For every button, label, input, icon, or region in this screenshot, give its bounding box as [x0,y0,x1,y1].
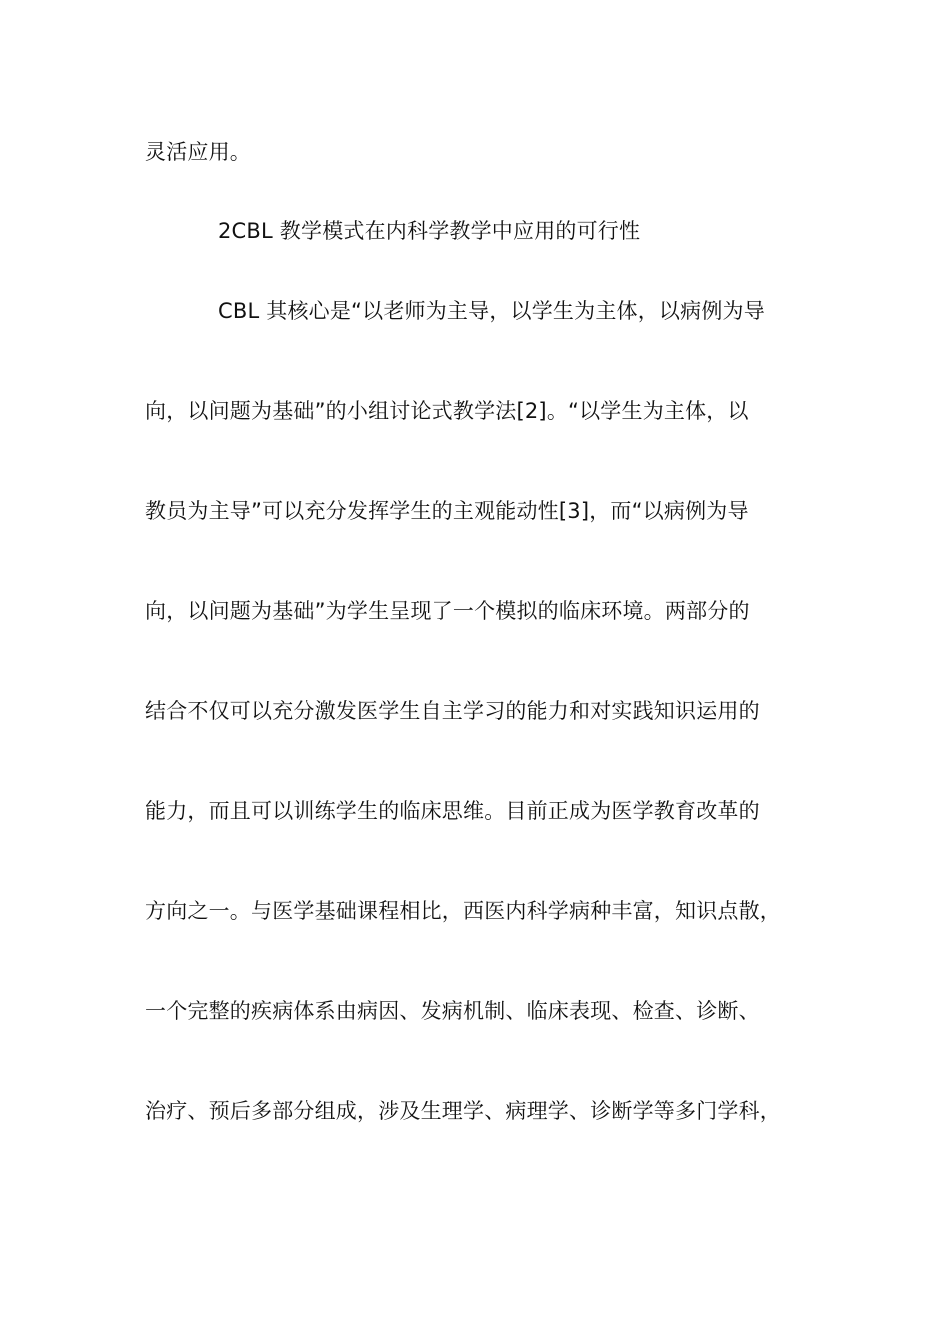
section-heading: 2CBL 教学模式在内科学教学中应用的可行性 [218,219,641,243]
paragraph-line: 能力，而且可以训练学生的临床思维。目前正成为医学教育改革的 [145,799,760,823]
paragraph-line: 一个完整的疾病体系由病因、发病机制、临床表现、检查、诊断、 [145,999,760,1023]
paragraph-line: 结合不仅可以充分激发医学生自主学习的能力和对实践知识运用的 [145,699,760,723]
paragraph-line: 教员为主导”可以充分发挥学生的主观能动性[3]，而“以病例为导 [145,499,749,523]
paragraph-line: 治疗、预后多部分组成，涉及生理学、病理学、诊断学等多门学科， [145,1099,781,1123]
paragraph-line: 方向之一。与医学基础课程相比，西医内科学病种丰富，知识点散， [145,899,781,923]
paragraph-line: CBL 其核心是“以老师为主导，以学生为主体，以病例为导 [218,299,765,323]
paragraph-end-line: 灵活应用。 [145,140,251,164]
paragraph-line: 向，以问题为基础”的小组讨论式教学法[2]。“以学生为主体，以 [145,399,749,423]
paragraph-line: 向，以问题为基础”为学生呈现了一个模拟的临床环境。两部分的 [145,599,750,623]
